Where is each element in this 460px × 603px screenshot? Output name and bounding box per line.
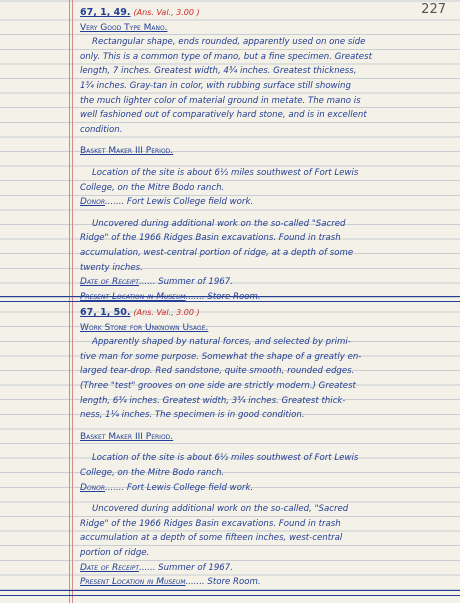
donor-row bbox=[80, 481, 448, 496]
find-line: Ridge" of the 1966 Ridges Basin excavations. Found in trash bbox=[80, 518, 341, 529]
culture-period: Basket Maker III Period. bbox=[80, 146, 174, 157]
find-line: accumulation at a depth of some fifteen inches, west-central bbox=[80, 533, 343, 544]
museum-location-value: ....... Store Room. bbox=[185, 577, 261, 588]
receipt-row bbox=[80, 275, 448, 290]
description-line: Rectangular shape, ends rounded, apparently used on one side bbox=[92, 37, 366, 48]
entry-divider bbox=[0, 590, 460, 596]
find-line: Uncovered during additional work on the so-called, "Sacred bbox=[92, 504, 349, 515]
description-line: length, 7 inches. Greatest width, 4¾ inches. Greatest thickness, bbox=[80, 66, 357, 77]
find-line: Uncovered during additional work on the so-called "Sacred bbox=[92, 218, 346, 229]
description-line: condition. bbox=[80, 124, 123, 135]
catalog-number: 67, 1, 50. bbox=[80, 307, 131, 318]
entry-header bbox=[80, 6, 448, 21]
donor-value: ....... Fort Lewis College field work. bbox=[105, 197, 254, 208]
description-line: Apparently shaped by natural forces, and selected by primi- bbox=[92, 337, 351, 348]
find-line: portion of ridge. bbox=[80, 547, 150, 558]
receipt-label: Date of Receipt bbox=[80, 277, 140, 288]
find-line: Ridge" of the 1966 Ridges Basin excavations. Found in trash bbox=[80, 233, 341, 244]
receipt-value: ...... Summer of 1967. bbox=[139, 277, 233, 288]
appraised-value: (Ans. Val., 3.00 ) bbox=[133, 308, 200, 317]
description-line: length, 6¾ inches. Greatest width, 3¾ inches. Greatest thick- bbox=[80, 395, 346, 406]
description-line: ness, 1¼ inches. The specimen is in good condition. bbox=[80, 410, 305, 421]
entry-title: Very Good Type Mano. bbox=[80, 22, 168, 33]
location-line: Location of the site is about 6½ miles southwest of Fort Lewis bbox=[92, 167, 359, 178]
description-line: the much lighter color of material ground in metate. The mano is bbox=[80, 95, 361, 106]
catalog-number: 67, 1, 49. bbox=[80, 7, 131, 18]
description-line: only. This is a common type of mano, but a fine specimen. Greatest bbox=[80, 51, 372, 62]
location-line: College, on the Mitre Bodo ranch. bbox=[80, 467, 225, 478]
museum-location-row bbox=[80, 575, 448, 590]
description-line: well fashioned out of comparatively hard stone, and is in excellent bbox=[80, 110, 367, 121]
culture-period: Basket Maker III Period. bbox=[80, 431, 174, 442]
donor-label: Donor bbox=[80, 197, 106, 208]
appraised-value: (Ans. Val., 3.00 ) bbox=[133, 8, 200, 17]
donor-label: Donor bbox=[80, 482, 106, 493]
description-line: tive man for some purpose. Somewhat the shape of a greatly en- bbox=[80, 351, 362, 362]
donor-row bbox=[80, 195, 448, 210]
entry-title: Work Stone for Unknown Usage. bbox=[80, 322, 209, 333]
museum-location-label: Present Location in Museum bbox=[80, 577, 186, 588]
museum-location-label: Present Location in Museum bbox=[80, 291, 186, 302]
find-line: twenty inches. bbox=[80, 262, 143, 273]
museum-location-value: ....... Store Room. bbox=[185, 291, 261, 302]
find-line: accumulation, west-central portion of ridge, at a depth of some bbox=[80, 247, 354, 258]
catalog-entry-1 bbox=[80, 6, 448, 304]
catalog-entry-2 bbox=[80, 306, 448, 590]
entry-divider bbox=[0, 296, 460, 302]
description-line: larged tear-drop. Red sandstone, quite smooth, rounded edges. bbox=[80, 366, 355, 377]
receipt-value: ...... Summer of 1967. bbox=[139, 562, 233, 573]
location-line: Location of the site is about 6½ miles southwest of Fort Lewis bbox=[92, 453, 359, 464]
location-line: College, on the Mitre Bodo ranch. bbox=[80, 182, 225, 193]
receipt-row bbox=[80, 561, 448, 576]
donor-value: ....... Fort Lewis College field work. bbox=[105, 482, 254, 493]
description-line: 1¾ inches. Gray-tan in color, with rubbing surface still showing bbox=[80, 80, 351, 91]
page-number: 227 bbox=[421, 2, 446, 17]
entry-header bbox=[80, 306, 448, 321]
description-line: (Three "test" grooves on one side are strictly modern.) Greatest bbox=[80, 380, 356, 391]
receipt-label: Date of Receipt bbox=[80, 562, 140, 573]
